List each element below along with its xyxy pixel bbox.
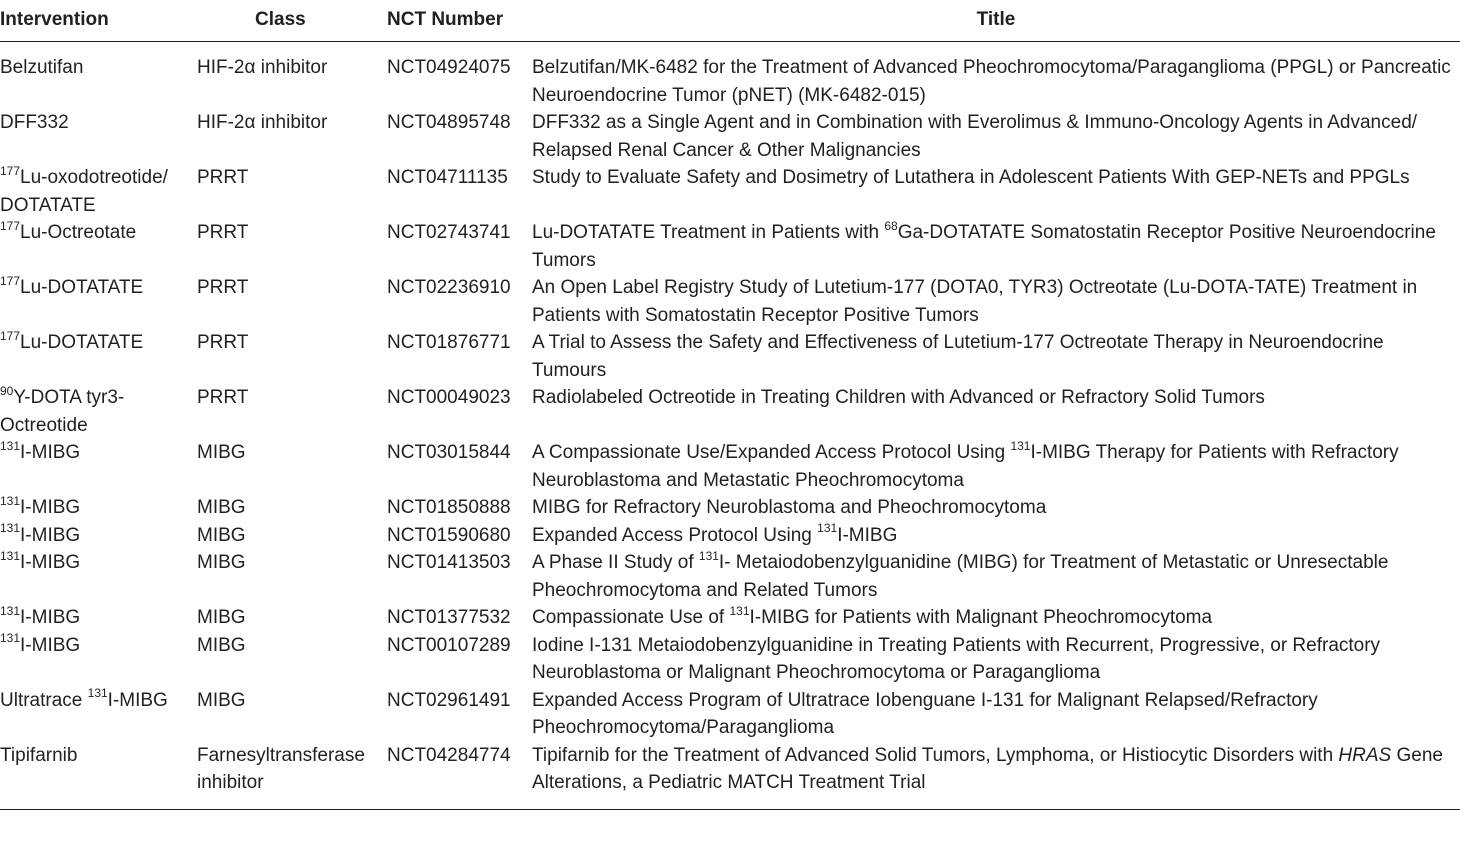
cell-title <box>532 274 1460 329</box>
cell-nct-number: NCT01590680 <box>387 524 511 546</box>
text-segment: Lu-DOTATATE Treatment in Patients with <box>532 222 885 243</box>
text-segment: Lu-Octreotate <box>20 222 137 243</box>
cell-class: MIBG <box>197 689 246 711</box>
cell-nct-number: NCT01850888 <box>387 497 511 518</box>
isotope-superscript: 131 <box>87 686 108 701</box>
cell-class: PRRT <box>197 222 249 243</box>
cell-class: PRRT <box>197 167 249 188</box>
cell-intervention <box>0 549 197 604</box>
text-segment: I-MIBG <box>20 497 81 518</box>
cell-title <box>532 329 1460 384</box>
header-nct-number: NCT Number <box>387 9 532 42</box>
clinical-trials-table <box>0 9 1460 810</box>
table-row <box>0 164 1460 219</box>
table-row <box>0 742 1460 810</box>
cell-intervention <box>0 687 197 742</box>
cell-intervention <box>0 384 197 439</box>
text-segment: Tipifarnib <box>0 744 78 766</box>
isotope-superscript: 131 <box>0 493 21 508</box>
cell-intervention <box>0 632 197 687</box>
text-segment: DFF332 as a Single Agent and in Combination with Everolimus & Immuno-Oncology Agents in Advanced/ Relapsed Renal Cancer & Other Malignancies <box>532 112 1418 161</box>
cell-class: MIBG <box>197 497 246 518</box>
isotope-superscript: 131 <box>0 521 21 536</box>
text-segment: I-MIBG for Patients with Malignant Pheochromocytoma <box>749 607 1213 628</box>
cell-nct-number: NCT04895748 <box>387 112 511 133</box>
text-segment: A Phase II Study of <box>532 552 699 573</box>
text-segment: An Open Label Registry Study of Lutetium-177 (DOTA0, TYR3) Octreotate (Lu-DOTA-TATE) Treatment in Patients with Somatostatin Receptor Positive Tumors <box>532 277 1418 326</box>
isotope-superscript: 177 <box>0 328 21 343</box>
cell-intervention <box>0 522 197 550</box>
text-segment: Tipifarnib for the Treatment of Advanced Solid Tumors, Lymphoma, or Histiocytic Disorders with <box>532 744 1339 766</box>
text-segment: DFF332 <box>0 112 69 133</box>
isotope-superscript: 131 <box>0 548 21 563</box>
text-segment: Ga-DOTATATE Somatostatin Receptor Positive Neuroendocrine Tumors <box>532 222 1436 271</box>
table-row <box>0 329 1460 384</box>
cell-intervention <box>0 109 197 164</box>
text-segment: A Compassionate Use/Expanded Access Protocol Using <box>532 442 1011 463</box>
cell-title <box>532 522 1460 550</box>
cell-intervention <box>0 742 197 810</box>
text-segment: Study to Evaluate Safety and Dosimetry of Lutathera in Adolescent Patients With GEP-NETs and PPGLs <box>532 167 1410 188</box>
text-segment: Radiolabeled Octreotide in Treating Children with Advanced or Refractory Solid Tumors <box>532 387 1265 408</box>
isotope-superscript: 131 <box>0 438 21 453</box>
table-row <box>0 522 1460 550</box>
cell-title <box>532 604 1460 632</box>
cell-intervention <box>0 329 197 384</box>
cell-class: PRRT <box>197 332 249 353</box>
cell-class: MIBG <box>197 607 246 628</box>
isotope-superscript: 131 <box>0 603 21 618</box>
text-segment: Expanded Access Program of Ultratrace Iobenguane I-131 for Malignant Relapsed/Refractory Pheochromocytoma/Paraganglioma <box>532 689 1318 738</box>
cell-class: MIBG <box>197 552 246 573</box>
table-row <box>0 604 1460 632</box>
cell-nct-number: NCT04711135 <box>387 167 508 188</box>
cell-title <box>532 687 1460 742</box>
text-segment: I-MIBG <box>20 607 81 628</box>
cell-class: MIBG <box>197 442 246 463</box>
cell-nct-number: NCT04284774 <box>387 742 532 810</box>
cell-intervention <box>0 494 197 522</box>
cell-class: MIBG <box>197 524 246 546</box>
cell-class: PRRT <box>197 277 249 298</box>
cell-nct-number: NCT00107289 <box>387 634 511 656</box>
cell-intervention <box>0 274 197 329</box>
header-row <box>0 9 1460 42</box>
text-segment: Y-DOTA tyr3-Octreotide <box>0 387 125 436</box>
isotope-superscript: 177 <box>0 218 21 233</box>
isotope-superscript: 131 <box>1010 438 1031 453</box>
table-row <box>0 109 1460 164</box>
text-segment: Lu-oxodotreotide/ DOTATATE <box>0 167 168 216</box>
text-segment: I-MIBG <box>107 689 168 711</box>
table-row <box>0 687 1460 742</box>
cell-intervention <box>0 219 197 274</box>
isotope-superscript: 177 <box>0 273 21 288</box>
cell-class: HIF-2α inhibitor <box>197 57 328 78</box>
cell-nct-number: NCT03015844 <box>387 442 511 463</box>
text-segment: Iodine I-131 Metaiodobenzylguanidine in Treating Patients with Recurrent, Progressive, or Refractory Neuroblastoma or Malignant Pheochromocytoma or Paraganglioma <box>532 634 1381 683</box>
text-segment: Belzutifan <box>0 57 84 78</box>
cell-intervention <box>0 164 197 219</box>
table-row <box>0 42 1460 110</box>
cell-nct-number: NCT01876771 <box>387 332 511 353</box>
cell-intervention <box>0 42 197 110</box>
text-segment: MIBG for Refractory Neuroblastoma and Pheochromocytoma <box>532 497 1047 518</box>
table-row <box>0 219 1460 274</box>
cell-intervention <box>0 604 197 632</box>
header-intervention: Intervention <box>0 9 197 42</box>
text-segment: I-MIBG Therapy for Patients with Refractory Neuroblastoma and Metastatic Pheochromocytoma <box>532 442 1399 491</box>
cell-title <box>532 439 1460 494</box>
cell-intervention <box>0 439 197 494</box>
table-row <box>0 439 1460 494</box>
text-segment: Gene Alterations, a Pediatric MATCH Treatment Trial <box>532 744 1443 793</box>
header-title: Title <box>532 9 1460 42</box>
table-body <box>0 42 1460 810</box>
cell-nct-number: NCT02961491 <box>387 689 511 711</box>
italic-gene-name: HRAS <box>1338 744 1392 766</box>
cell-nct-number: NCT02743741 <box>387 222 511 243</box>
text-segment: I-MIBG <box>20 552 81 573</box>
cell-title <box>532 632 1460 687</box>
text-segment: Ultratrace <box>0 689 88 711</box>
header-class: Class <box>197 9 387 42</box>
text-segment: I-MIBG <box>20 634 81 656</box>
isotope-superscript: 131 <box>698 548 719 563</box>
cell-title <box>532 494 1460 522</box>
cell-nct-number: NCT02236910 <box>387 277 511 298</box>
cell-title <box>532 549 1460 604</box>
cell-class: HIF-2α inhibitor <box>197 112 328 133</box>
cell-class: Farnesyltransferase inhibitor <box>197 742 387 810</box>
isotope-superscript: 131 <box>817 521 838 536</box>
isotope-superscript: 90 <box>0 383 14 398</box>
cell-title <box>532 42 1460 110</box>
text-segment: Lu-DOTATATE <box>20 332 144 353</box>
table-row <box>0 274 1460 329</box>
table-row <box>0 632 1460 687</box>
isotope-superscript: 131 <box>0 631 21 646</box>
text-segment: Expanded Access Protocol Using <box>532 524 818 546</box>
cell-nct-number: NCT01377532 <box>387 607 511 628</box>
table-row <box>0 549 1460 604</box>
cell-nct-number: NCT01413503 <box>387 552 511 573</box>
text-segment: I- Metaiodobenzylguanidine (MIBG) for Treatment of Metastatic or Unresectable Pheochromocytoma and Related Tumors <box>532 552 1389 601</box>
text-segment: Belzutifan/MK-6482 for the Treatment of Advanced Pheochromocytoma/Paraganglioma (PPGL) or Pancreatic Neuroendocrine Tumor (pNET) (MK-6482-015) <box>532 57 1451 106</box>
cell-class: MIBG <box>197 634 246 656</box>
cell-title <box>532 109 1460 164</box>
text-segment: I-MIBG <box>837 524 898 546</box>
table-row <box>0 494 1460 522</box>
cell-title <box>532 219 1460 274</box>
text-segment: I-MIBG <box>20 442 81 463</box>
table-row <box>0 384 1460 439</box>
table-header <box>0 9 1460 42</box>
cell-nct-number: NCT04924075 <box>387 57 511 78</box>
text-segment: Compassionate Use of <box>532 607 730 628</box>
cell-title <box>532 742 1460 810</box>
isotope-superscript: 131 <box>729 603 750 618</box>
cell-title <box>532 164 1460 219</box>
isotope-superscript: 177 <box>0 163 21 178</box>
text-segment: Lu-DOTATATE <box>20 277 144 298</box>
cell-title <box>532 384 1460 439</box>
text-segment: I-MIBG <box>20 524 81 546</box>
isotope-superscript: 68 <box>884 218 898 233</box>
cell-class: PRRT <box>197 387 249 408</box>
text-segment: A Trial to Assess the Safety and Effectiveness of Lutetium-177 Octreotate Therapy in Neuroendocrine Tumours <box>532 332 1384 381</box>
cell-nct-number: NCT00049023 <box>387 387 511 408</box>
